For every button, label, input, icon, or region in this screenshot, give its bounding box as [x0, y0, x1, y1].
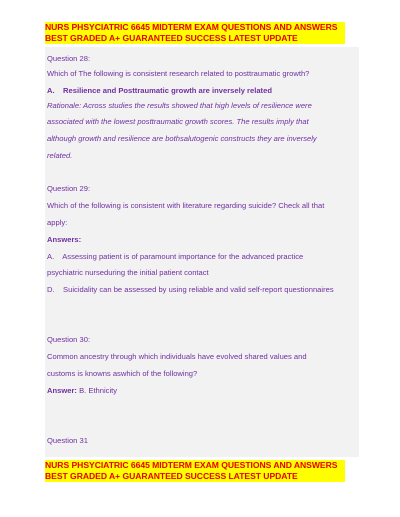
question-28-rationale-line-3: although growth and resilience are bothsalutogenic constructs they are inversely: [47, 134, 317, 143]
question-31-number: Question 31: [47, 436, 88, 445]
footer-banner: [45, 460, 345, 482]
footer-title-line-2: BEST GRADED A+ GUARANTEED SUCCESS LATEST UPDATE: [45, 471, 298, 481]
question-29-answer-a-letter: A.: [47, 252, 55, 261]
question-29-answer-a-line-2: psychiatric nurseduring the initial patient contact: [47, 268, 209, 277]
question-29-answers-label: Answers:: [47, 235, 82, 244]
question-30-text-line-2: customs is knowns aswhich of the following?: [47, 369, 198, 378]
question-28-text: Which of The following is consistent research related to posttraumatic growth?: [47, 69, 310, 78]
header-title-line-1: NURS PHSYCIATRIC 6645 MIDTERM EXAM QUESTIONS AND ANSWERS: [45, 22, 338, 32]
question-30-answer: [47, 386, 117, 395]
question-28-answer-letter: A.: [47, 86, 55, 95]
question-28-number: Question 28:: [47, 54, 91, 63]
question-29-number: Question 29:: [47, 184, 91, 193]
question-29-answer-d-text: Suicidality can be assessed by using reliable and valid self-report questionnaires: [63, 285, 334, 294]
question-29-answer-d: [47, 285, 334, 294]
question-29-text-line-2: apply:: [47, 218, 68, 227]
question-30-text-line-1: Common ancestry through which individuals have evolved shared values and: [47, 352, 307, 361]
footer-title-line-1: NURS PHSYCIATRIC 6645 MIDTERM EXAM QUESTIONS AND ANSWERS: [45, 460, 338, 470]
question-28-rationale-line-4: related.: [47, 151, 73, 160]
question-28-answer: [47, 86, 272, 95]
question-30-answer-text: B. Ethnicity: [79, 386, 118, 395]
header-banner: [45, 22, 345, 44]
question-29-answer-a: [47, 252, 303, 261]
question-30-number: Question 30:: [47, 335, 91, 344]
question-29-answer-d-letter: D.: [47, 285, 55, 294]
question-30-answer-label: Answer:: [47, 386, 77, 395]
question-28-answer-text: Resilience and Posttraumatic growth are inversely related: [63, 86, 272, 95]
question-28-rationale-line-2: associated with the lowest posttraumatic growth scores. The results imply that: [47, 117, 309, 126]
question-29-answer-a-line-1: Assessing patient is of paramount importance for the advanced practice: [62, 252, 304, 261]
header-title-line-2: BEST GRADED A+ GUARANTEED SUCCESS LATEST UPDATE: [45, 33, 298, 43]
question-29-text-line-1: Which of the following is consistent with literature regarding suicide? Check all that: [47, 201, 325, 210]
question-28-rationale-line-1: Rationale: Across studies the results showed that high levels of resilience were: [47, 101, 312, 110]
